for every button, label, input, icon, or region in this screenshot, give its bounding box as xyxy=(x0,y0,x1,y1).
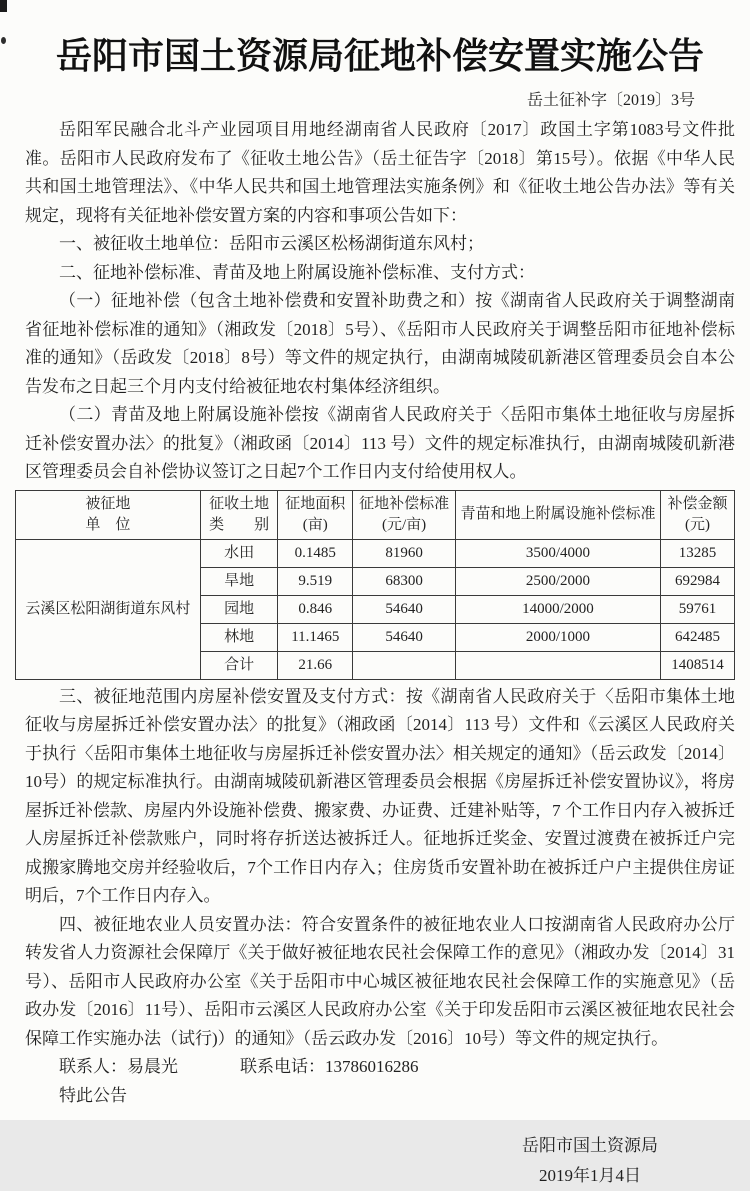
attach-standard-cell: 2000/1000 xyxy=(456,623,661,651)
area-cell: 11.1465 xyxy=(278,623,353,651)
amount-cell: 59761 xyxy=(660,595,734,623)
issuer-name: 岳阳市国土资源局 xyxy=(522,1136,658,1155)
header-area: 征地面积 (亩) xyxy=(278,490,353,539)
area-cell: 21.66 xyxy=(278,651,353,679)
land-type-cell: 水田 xyxy=(200,539,278,567)
unit-cell: 云溪区松阳湖街道东风村 xyxy=(16,539,201,679)
paragraph-section-2-2: （二）青苗及地上附属设施补偿按《湖南省人民政府关于〈岳阳市集体土地征收与房屋拆迁补偿安置办法〉的批复》（湘政函〔2014〕113 号）文件的规定标准执行，由湖南城陵矶新港区管理委员会自补偿协议签订之日起7个工作日内支付给使用权人。 xyxy=(25,405,735,481)
paragraph-section-1: 一、被征收土地单位：岳阳市云溪区松杨湖街道东风村； xyxy=(59,234,484,253)
paragraph-section-4: 四、被征地农业人员安置办法：符合安置条件的被征地农业人口按湖南省人民政府办公厅转发省人力资源社会保障厅《关于做好被征地农民社会保障工作的意见》（湘政办发〔2014〕31号）、岳阳市人民政府办公室《关于岳阳市中心城区被征地农民社会保障工作的实施意见》（岳政办发〔2016〕11号）、岳阳市云溪区人民政府办公室《关于印发岳阳市云溪区被征地农民社会保障工作实施办法（试行)）的通知》（岳云政办发〔2016〕10号）等文件的规定执行。 xyxy=(25,914,735,1048)
area-cell: 0.1485 xyxy=(278,539,353,567)
closing-statement: 特此公告 xyxy=(59,1085,127,1105)
land-type-cell: 合计 xyxy=(200,651,278,679)
compensation-table xyxy=(15,490,735,680)
contact-phone-number: 13786016286 xyxy=(325,1057,419,1076)
contact-person-name: 易晨光 xyxy=(127,1057,178,1076)
scan-artifact xyxy=(1,37,6,44)
standard-cell: 54640 xyxy=(353,595,456,623)
header-amount: 补偿金额 (元) xyxy=(660,490,734,539)
standard-cell: 81960 xyxy=(353,539,456,567)
attach-standard-cell: 14000/2000 xyxy=(456,595,661,623)
amount-cell: 642485 xyxy=(660,623,734,651)
amount-cell: 692984 xyxy=(660,567,734,595)
attach-standard-cell: 3500/4000 xyxy=(456,539,661,567)
paragraph-section-2-1: （一）征地补偿（包含土地补偿费和安置补助费之和）按《湖南省人民政府关于调整湖南省征地补偿标准的通知》（湘政发〔2018〕5号）、《岳阳市人民政府关于调整岳阳市征地补偿标准的通知》（岳政发〔2018〕8号）等文件的规定执行，由湖南城陵矶新港区管理委员会自本公告发布之日起三个月内支付给被征地农村集体经济组织。 xyxy=(25,291,735,396)
header-land-type: 征收土地 类 别 xyxy=(200,490,278,539)
doc-number: 岳土征补字〔2019〕3号 xyxy=(526,92,695,109)
header-standard: 征地补偿标准 (元/亩) xyxy=(353,490,456,539)
amount-cell: 13285 xyxy=(660,539,734,567)
standard-cell xyxy=(353,651,456,679)
table-header-row xyxy=(16,490,735,539)
attach-standard-cell xyxy=(456,651,661,679)
header-attachments: 青苗和地上附属设施补偿标准 xyxy=(456,490,661,539)
header-unit: 被征地 单 位 xyxy=(16,490,201,539)
table-row xyxy=(16,539,735,567)
paragraph-section-3: 三、被征地范围内房屋补偿安置及支付方式：按《湖南省人民政府关于〈岳阳市集体土地征收与房屋拆迁补偿安置办法〉的批复》（湘政函〔2014〕113 号）文件和《云溪区人民政府关于执行〈岳阳市集体土地征收与房屋拆迁补偿安置办法〉相关规定的通知》（岳云政发〔2014〕10号）的规定标准执行。由湖南城陵矶新港区管理委员会根据《房屋拆迁补偿安置协议》，将房屋拆迁补偿款、房屋内外设施补偿费、搬家费、办证费、迁建补贴等，7 个工作日内存入被拆迁人房屋拆迁补偿款账户，同时将存折送达被拆迁人。征地拆迁奖金、安置过渡费在被拆迁户完成搬家腾地交房并经验收后，7个工作日内存入；住房货币安置补助在被拆迁户户主提供住房证明后，7个工作日内存入。 xyxy=(25,686,735,905)
issue-date: 2019年1月4日 xyxy=(539,1166,641,1185)
scan-artifact xyxy=(0,0,7,12)
land-type-cell: 林地 xyxy=(200,623,278,651)
standard-cell: 54640 xyxy=(353,623,456,651)
attach-standard-cell: 2500/2000 xyxy=(456,567,661,595)
amount-cell: 1408514 xyxy=(660,651,734,679)
paragraph-section-2: 二、征地补偿标准、青苗及地上附属设施补偿标准、支付方式： xyxy=(59,262,535,282)
page-title: 岳阳市国土资源局征地补偿安置实施公告 xyxy=(55,36,704,76)
contact-person-label: 联系人： xyxy=(59,1057,127,1076)
paragraph-intro: 岳阳军民融合北斗产业园项目用地经湖南省人民政府〔2017〕政国土字第1083号文件批准。岳阳市人民政府发布了《征收土地公告》（岳土征告字〔2018〕第15号）。依据《中华人民共和国土地管理法》、《中华人民共和国土地管理法实施条例》和《征收土地公告办法》等有关规定，现将有关征地补偿安置方案的内容和事项公告如下： xyxy=(25,120,735,225)
area-cell: 9.519 xyxy=(278,567,353,595)
area-cell: 0.846 xyxy=(278,595,353,623)
contact-phone-label: 联系电话： xyxy=(240,1057,325,1076)
standard-cell: 68300 xyxy=(353,567,456,595)
land-type-cell: 园地 xyxy=(200,595,278,623)
signature-block xyxy=(480,1131,700,1191)
land-type-cell: 旱地 xyxy=(200,567,278,595)
contact-line xyxy=(25,1053,735,1082)
